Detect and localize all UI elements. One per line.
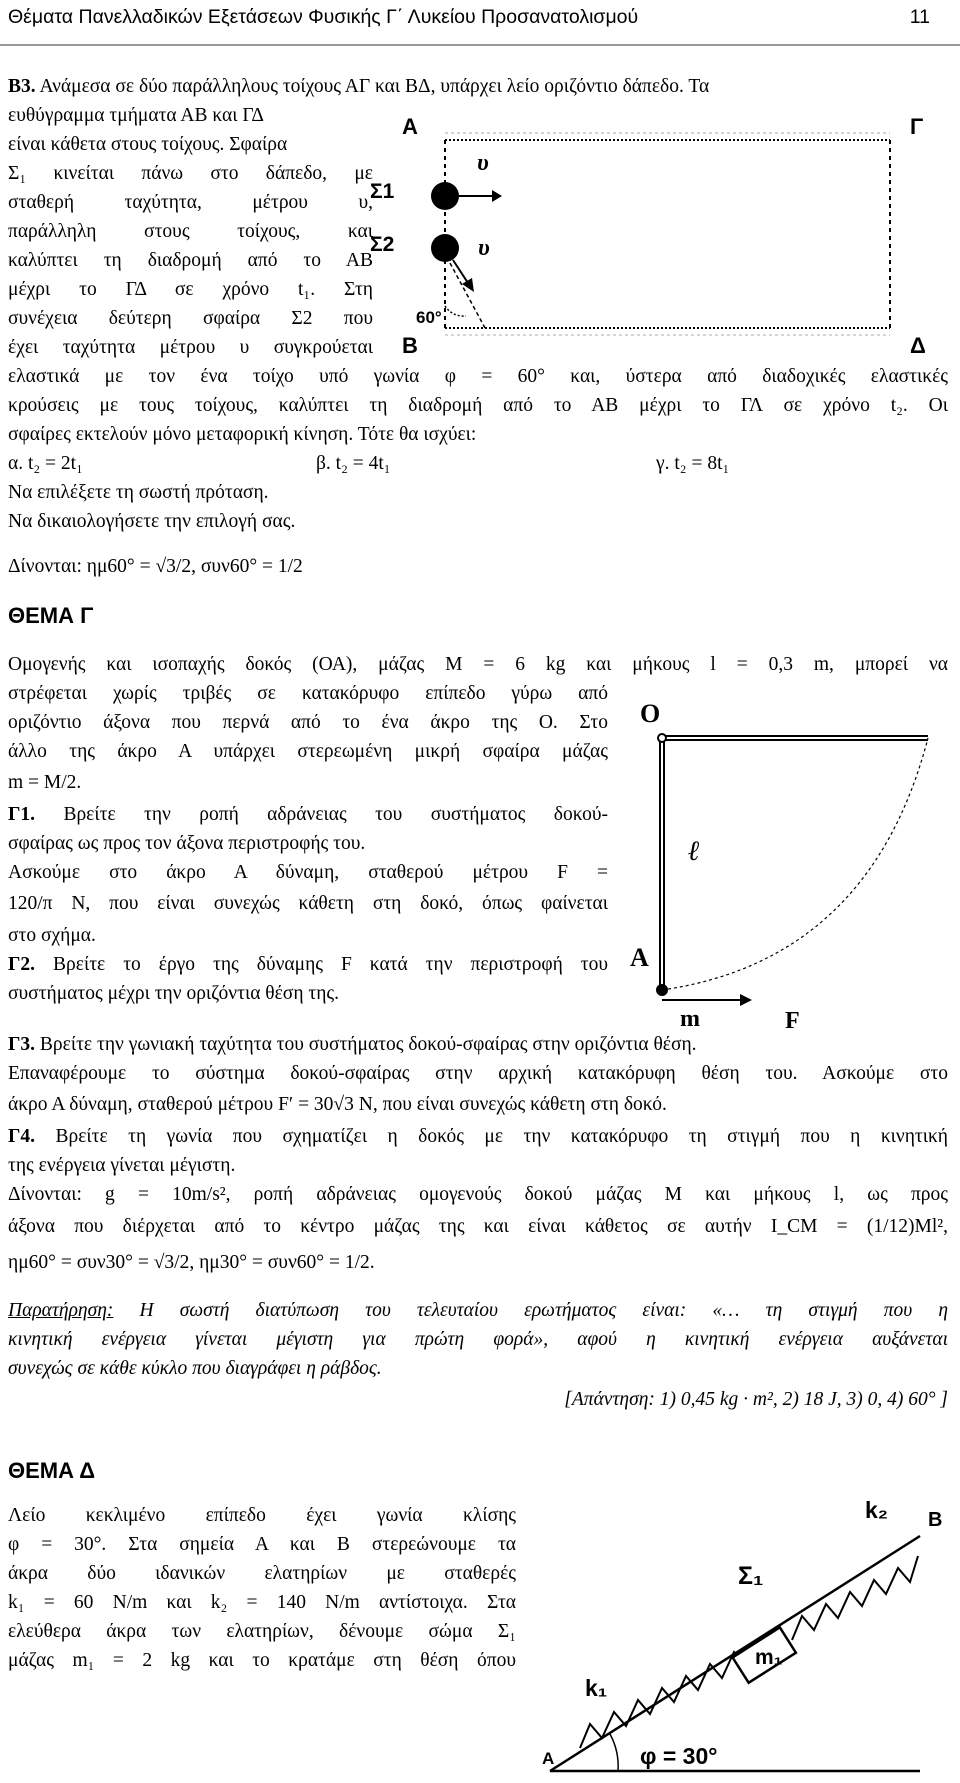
b3-walls-figure	[370, 118, 950, 363]
label-A: A	[630, 943, 649, 972]
label-v1: υ	[477, 150, 489, 176]
b3-choose: Να επιλέξετε τη σωστή πρόταση.	[8, 482, 269, 503]
option-a: α. t₂ = 2t₁	[8, 453, 83, 474]
rod-figure	[610, 690, 950, 1030]
g-answer: [Απάντηση: 1) 0,45 kg · m², 2) 18 J, 3) 0, 4) 60° ]	[564, 1389, 948, 1410]
option-c: γ. t₂ = 8t₁	[656, 453, 730, 474]
g-text-full: Γ3. Βρείτε την γωνιακή ταχύτητα του συστήματος δοκού-σφαίρας στην οριζόντια θέση. Επαναφέρουμε το σύστημα δοκού-σφαίρας στην αρχική κατακόρυφη θέση του. Ασκούμε στο άκρο Α δύναμη, σταθερού μέτρου F′ = 30√3 N, που είναι συνεχώς κάθετη στη δοκό. Γ4. Βρείτε τη γωνία που σχηματίζει η δοκός με την κατακόρυφο τη στιγμή που η κινητική της ενέργεια γίνεται μέγιστη. Δίνονται: g = 10m/s², ροπή αδράνειας ομογενούς δοκού μάζας M και μήκους l, ως προς άξονα που διέρχεται από το κέντρο μάζας της και είναι κάθετος σε αυτήν I_CM = (1/12)Ml², ημ60° = συν30° = √3/2, ημ30° = συν60° = 1/2.	[8, 1034, 949, 1273]
label-A: A	[542, 1749, 555, 1768]
b3-text-full: ελαστικά με τον ένα τοίχο υπό γωνία φ = 60° και, ύστερα από διαδοχικές ελαστικές κρούσεις με τους τοίχους, καλύπτει τη διαδρομή από το ΑΒ μέχρι το ΓΛ σε χρόνο t₂. Οι σφαίρες εκτελούν μόνο μεταφορική κίνηση. Τότε θα ισχύει:	[8, 366, 948, 445]
b3-label: Β3.	[8, 76, 36, 97]
label-S1: Σ1	[370, 180, 395, 203]
label-k2: k₂	[865, 1497, 889, 1523]
thema-d-heading: ΘΕΜΑ Δ	[8, 1458, 96, 1483]
label-S1: Σ₁	[738, 1562, 764, 1590]
b3-line1: Β3. Ανάμεσα σε δύο παράλληλους τοίχους ΑΓ και ΒΔ, υπάρχει λείο οριζόντιο δάπεδο. Τα	[8, 76, 710, 97]
label-m: m	[680, 1006, 700, 1030]
label-O: O	[640, 699, 661, 728]
pivot-icon	[658, 734, 666, 742]
label-m1: m₁	[755, 1646, 783, 1669]
label-l: ℓ	[688, 836, 700, 867]
path-arc	[662, 738, 928, 990]
label-k1: k₁	[585, 1675, 608, 1701]
page-number: 11	[909, 6, 930, 28]
spring-k2	[792, 1556, 918, 1640]
g-text-left: στρέφεται χωρίς τριβές σε κατακόρυφο επίπεδο γύρω από οριζόντιο άξονα που περνά από το ένα άκρο της Ο. Στο άλλο της άκρο Α υπάρχει στερεωμένη μικρή σφαίρα μάζας m = M/2. Γ1. Βρείτε την ροπή αδράνειας του συστήματος δοκού- σφαίρας ως προς τον άξονα περιστροφής του. Ασκούμε στο άκρο Α δύναμη, σταθερού μέτρου F = 120/π N, που είναι συνεχώς κάθετη στη δοκό, όπως φαίνεται στο σχήμα. Γ2. Βρείτε το έργο της δύναμης F κατά την περιστροφή του συστήματος μέχρι την οριζόντια θέση της.	[8, 683, 609, 1004]
sphere-s2	[431, 234, 459, 262]
label-G: Γ	[910, 118, 924, 139]
thema-g-heading: ΘΕΜΑ Γ	[8, 603, 94, 628]
label-B: B	[928, 1509, 943, 1531]
sphere-m	[656, 984, 668, 996]
force-arrow-icon	[740, 994, 752, 1006]
label-B: Β	[402, 333, 418, 358]
b3-text-left: ευθύγραμμα τμήματα ΑΒ και ΓΔ είναι κάθετα στους τοίχους. Σφαίρα Σ₁ κινείται πάνω στο δάπεδο, με σταθερή ταχύτητα, μέτρου υ, παράλληλη στους τοίχους, και καλύπτει τη διαδρομή από το ΑΒ μέχρι το ΓΔ σε χρόνο t₁. Στη συνέχεια δεύτερη σφαίρα Σ2 που έχει ταχύτητα μέτρου υ συγκρούεται	[8, 105, 373, 358]
label-angle: 60°	[416, 308, 442, 327]
label-phi: φ = 30°	[640, 1743, 718, 1769]
label-A: Α	[402, 118, 418, 139]
label-F: F	[785, 1008, 800, 1030]
b3-justify: Να δικαιολογήσετε την επιλογή σας.	[8, 511, 296, 532]
b3-given: Δίνονται: ημ60° = √3/2, συν60° = 1/2	[8, 556, 303, 577]
incline-figure	[530, 1486, 950, 1781]
option-b: β. t₂ = 4t₁	[316, 453, 391, 474]
page-header	[0, 0, 960, 46]
arrow-icon	[492, 190, 502, 202]
header-title: Θέματα Πανελλαδικών Εξετάσεων Φυσικής Γ΄ Λυκείου Προσανατολισμού	[8, 6, 639, 28]
g-line1: Ομογενής και ισοπαχής δοκός (ΟΑ), μάζας M = 6 kg και μήκους l = 0,3 m, μπορεί να	[8, 654, 948, 675]
label-v2: υ	[478, 235, 490, 261]
d-text-left: Λείο κεκλιμένο επίπεδο έχει γωνία κλίσης φ = 30°. Στα σημεία Α και Β στερεώνουμε τα άκρα δύο ιδανικών ελατηρίων με σταθερές k₁ = 60 N/m και k₂ = 140 N/m αντίστοιχα. Στα ελεύθερα άκρα των ελατηρίων, δένουμε σώμα Σ₁ μάζας m₁ = 2 kg και το κρατάμε στη θέση όπου	[8, 1505, 516, 1671]
label-S2: Σ2	[370, 233, 395, 256]
g-note: Παρατήρηση: Η σωστή διατύπωση του τελευταίου ερωτήματος είναι: «… τη στιγμή που η κινητική ενέργεια γίνεται μέγιστη για πρώτη φορά», αφού η κινητική ενέργεια αυξάνεται συνεχώς σε κάθε κύκλο που διαγράφει η ράβδος.	[8, 1300, 948, 1379]
label-D: Δ	[910, 333, 926, 358]
sphere-s1	[431, 182, 459, 210]
